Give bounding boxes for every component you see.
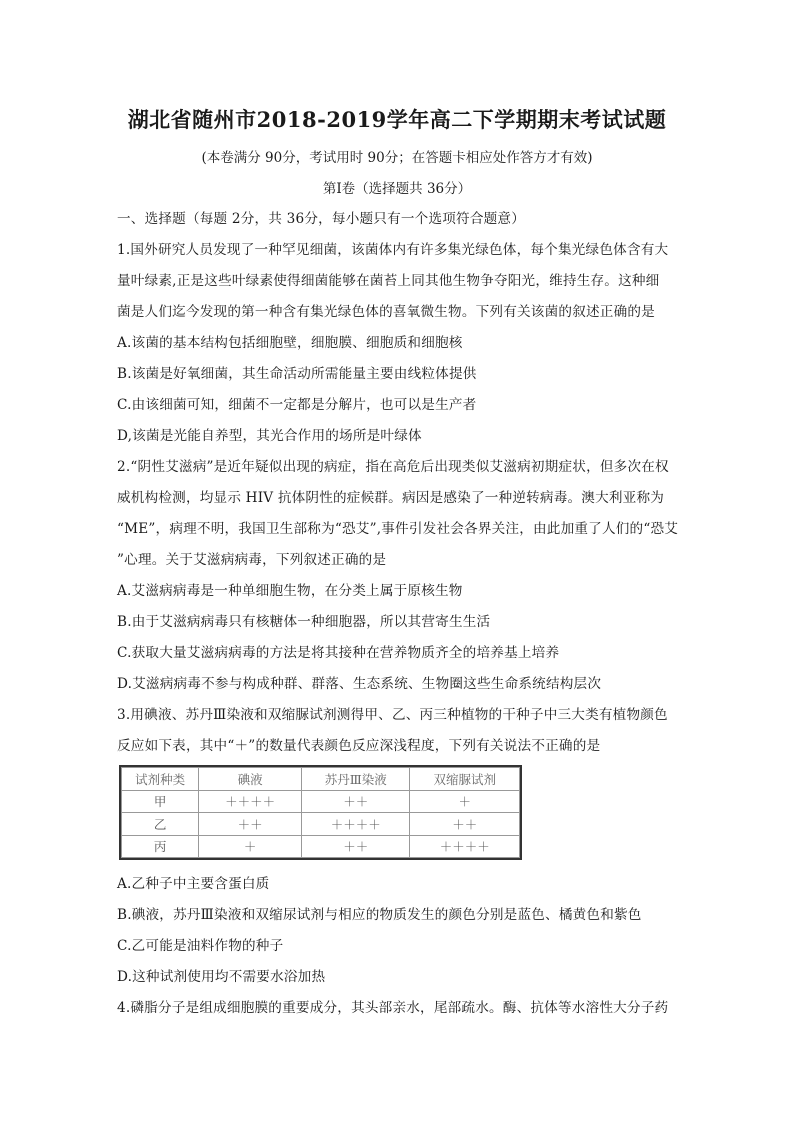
data-table (121, 767, 520, 858)
table-header-cell: 苏丹Ⅲ染液 (301, 768, 410, 791)
question-3-text: 反应如下表，其中“＋”的数量代表颜色反应深浅程度，下列有关说法不正确的是 (117, 738, 601, 754)
page-title: 湖北省随州市2018-2019学年高二下学期期末考试试题 (127, 107, 667, 132)
question-1-option-b: B.该菌是好氧细菌，其生命活动所需能量主要由线粒体提供 (117, 366, 477, 382)
question-4-text: 4.磷脂分子是组成细胞膜的重要成分，其头部亲水，尾部疏水。酶、抗体等水溶性大分子药 (117, 1000, 669, 1016)
table-header-row (122, 768, 520, 791)
question-1-text: 量叶绿素,正是这些叶绿素使得细菌能够在菌苔上同其他生物争夺阳光，维持生存。这种细 (117, 273, 660, 289)
reagent-reaction-table (119, 765, 522, 860)
exam-instructions: (本卷满分 90分，考试用时 90分；在答题卡相应处作答方才有效) (201, 150, 593, 166)
table-cell: ＋＋＋＋ (199, 790, 302, 813)
table-cell: 甲 (122, 790, 199, 813)
table-cell: ＋＋＋＋ (410, 835, 520, 858)
table-header-cell: 双缩脲试剂 (410, 768, 520, 791)
table-cell: ＋＋ (199, 813, 302, 836)
question-3-option-b: B.碘液，苏丹Ⅲ染液和双缩尿试剂与相应的物质发生的颜色分别是蓝色、橘黄色和紫色 (117, 907, 642, 923)
table-cell: 乙 (122, 813, 199, 836)
question-2-text: ”心理。关于艾滋病病毒，下列叙述正确的是 (117, 552, 387, 568)
question-3-option-a: A.乙种子中主要含蛋白质 (117, 876, 270, 892)
table-cell: ＋＋ (301, 835, 410, 858)
question-3-text: 3.用碘液、苏丹Ⅲ染液和双缩脲试剂测得甲、乙、丙三种植物的干种子中三大类有植物颜色 (117, 707, 668, 723)
question-1-option-d: D,该菌是光能自养型，其光合作用的场所是叶绿体 (117, 428, 422, 444)
table-row (122, 790, 520, 813)
question-2-option-a: A.艾滋病病毒是一种单细胞生物，在分类上属于原核生物 (117, 583, 463, 599)
table-cell: ＋＋ (301, 790, 410, 813)
table-header-cell: 试剂种类 (122, 768, 199, 791)
question-2-text: 2.“阴性艾滋病”是近年疑似出现的病症，指在高危后出现类似艾滋病初期症状，但多次在权 (117, 459, 669, 475)
question-2-option-b: B.由于艾滋病病毒只有核糖体一种细胞器，所以其营寄生生活 (117, 614, 491, 630)
question-1-text: 1.国外研究人员发现了一种罕见细菌，该菌体内有许多集光绿色体，每个集光绿色体含有大 (117, 242, 669, 258)
question-2-text: 威机构检测，均显示 HIV 抗体阴性的症候群。病因是感染了一种逆转病毒。澳大利亚称为 (117, 490, 665, 506)
table-cell: ＋＋＋＋ (301, 813, 410, 836)
question-group-heading: 一、选择题（每题 2分，共 36分，每小题只有一个选项符合题意） (117, 211, 526, 227)
question-2-option-d: D.艾滋病病毒不参与构成种群、群落、生态系统、生物圈这些生命系统结构层次 (117, 676, 602, 692)
table-row (122, 835, 520, 858)
table-cell: ＋＋ (410, 813, 520, 836)
section-heading: 第Ⅰ卷（选择题共 36分） (322, 181, 472, 197)
table-row (122, 813, 520, 836)
question-1-text: 菌是人们迄今发现的第一种含有集光绿色体的喜氧微生物。下列有关该菌的叙述正确的是 (117, 304, 655, 320)
table-cell: ＋ (199, 835, 302, 858)
question-3-option-d: D.这种试剂使用均不需要水浴加热 (117, 969, 326, 985)
question-2-text: “ME”，病理不明，我国卫生部称为“恐艾”,事件引发社会各界关注，由此加重了人们的“恐艾 (117, 521, 679, 537)
table-cell: 丙 (122, 835, 199, 858)
table-cell: ＋ (410, 790, 520, 813)
table-header-cell: 碘液 (199, 768, 302, 791)
question-1-option-a: A.该菌的基本结构包括细胞壁，细胞膜、细胞质和细胞核 (117, 335, 463, 351)
question-2-option-c: C.获取大量艾滋病病毒的方法是将其接种在营养物质齐全的培养基上培养 (117, 645, 560, 661)
question-3-option-c: C.乙可能是油料作物的种子 (117, 938, 284, 954)
question-1-option-c: C.由该细菌可知，细菌不一定都是分解片，也可以是生产者 (117, 397, 477, 413)
